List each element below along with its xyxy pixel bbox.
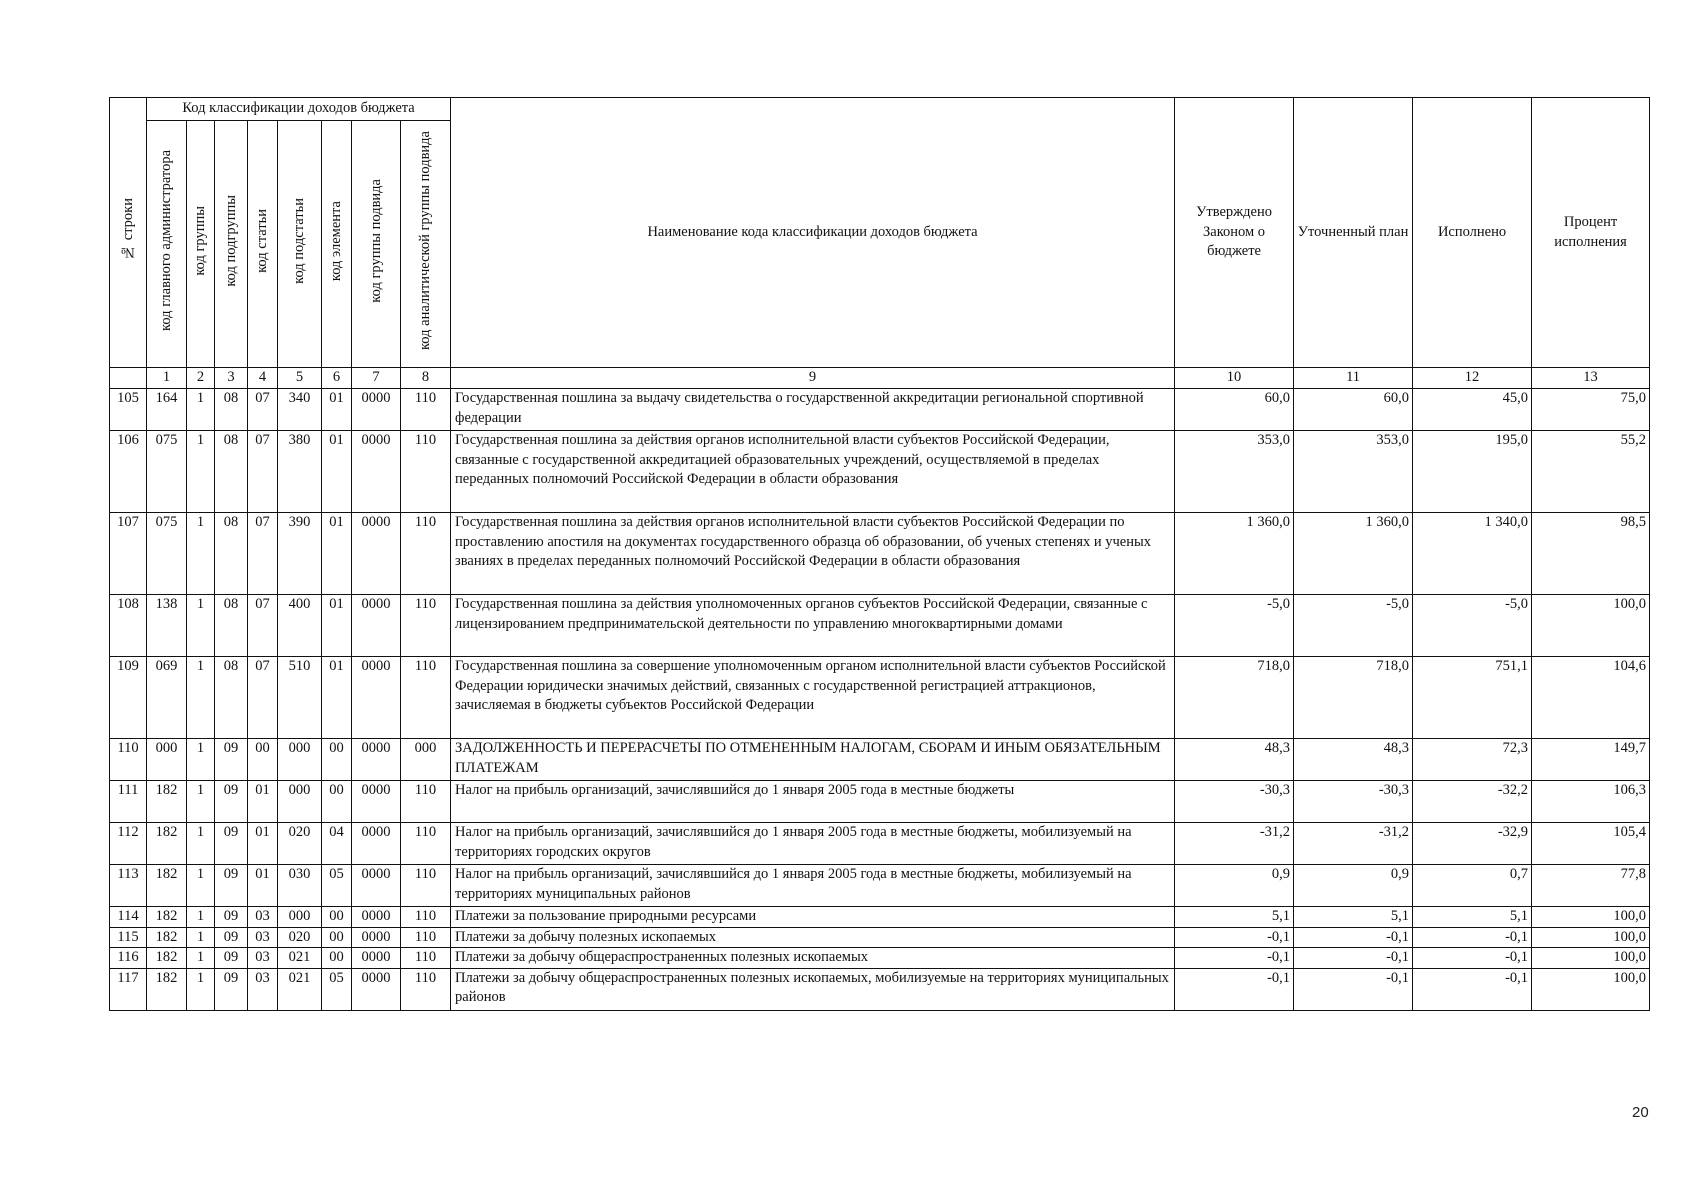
revenue-name: Налог на прибыль организаций, зачислявшийся до 1 января 2005 года в местные бюджеты: [451, 781, 1175, 823]
code-group: 1: [187, 781, 215, 823]
table-row: [110, 595, 1650, 657]
row-number: 107: [110, 513, 147, 595]
column-number: 4: [248, 368, 278, 389]
code-admin: 069: [147, 657, 187, 739]
code-article: 07: [248, 389, 278, 431]
header-row-number: № строки: [110, 98, 147, 368]
code-group: 1: [187, 389, 215, 431]
column-number: 7: [352, 368, 401, 389]
code-admin: 182: [147, 927, 187, 948]
code-subtype-group: 0000: [352, 657, 401, 739]
column-number: 6: [322, 368, 352, 389]
code-admin: 182: [147, 823, 187, 865]
code-subgroup: 09: [215, 823, 248, 865]
code-subgroup: 08: [215, 389, 248, 431]
code-analytic-group: 110: [401, 823, 451, 865]
code-group: 1: [187, 927, 215, 948]
row-number: 113: [110, 865, 147, 907]
executed-value: 195,0: [1413, 431, 1532, 513]
revenue-name: Налог на прибыль организаций, зачислявшийся до 1 января 2005 года в местные бюджеты, мобилизуемый на территориях городских округов: [451, 823, 1175, 865]
code-article: 07: [248, 595, 278, 657]
column-number: 12: [1413, 368, 1532, 389]
percent-value: 100,0: [1532, 948, 1650, 969]
code-article: 03: [248, 927, 278, 948]
executed-value: -32,2: [1413, 781, 1532, 823]
code-subtype-group: 0000: [352, 948, 401, 969]
code-element: 00: [322, 781, 352, 823]
code-subtype-group: 0000: [352, 907, 401, 928]
code-element: 01: [322, 513, 352, 595]
table-row: [110, 781, 1650, 823]
code-element: 01: [322, 431, 352, 513]
code-subtype-group: 0000: [352, 927, 401, 948]
row-number: 111: [110, 781, 147, 823]
header-code-group: Код классификации доходов бюджета: [147, 98, 451, 121]
code-admin: 075: [147, 431, 187, 513]
column-numbers-row: [110, 368, 1650, 389]
page-number: 20: [1632, 1104, 1649, 1121]
executed-value: 1 340,0: [1413, 513, 1532, 595]
code-group: 1: [187, 823, 215, 865]
percent-value: 100,0: [1532, 968, 1650, 1010]
approved-value: 48,3: [1175, 739, 1294, 781]
code-analytic-group: 110: [401, 968, 451, 1010]
executed-value: 45,0: [1413, 389, 1532, 431]
table-row: [110, 739, 1650, 781]
header-approved: Утверждено Законом о бюджете: [1175, 98, 1294, 368]
executed-value: -5,0: [1413, 595, 1532, 657]
code-subarticle: 000: [278, 781, 322, 823]
code-subtype-group: 0000: [352, 431, 401, 513]
approved-value: 718,0: [1175, 657, 1294, 739]
revenue-name: Государственная пошлина за выдачу свидетельства о государственной аккредитации региональной спортивной федерации: [451, 389, 1175, 431]
code-element: 05: [322, 968, 352, 1010]
code-analytic-group: 110: [401, 513, 451, 595]
code-subgroup: 09: [215, 907, 248, 928]
code-element: 00: [322, 739, 352, 781]
code-article: 01: [248, 865, 278, 907]
executed-value: 751,1: [1413, 657, 1532, 739]
column-number: 1: [147, 368, 187, 389]
header-code-subgroup: код подгруппы: [215, 121, 248, 368]
code-subgroup: 08: [215, 657, 248, 739]
column-number: 10: [1175, 368, 1294, 389]
table-row: [110, 907, 1650, 928]
table-header: [110, 98, 1650, 389]
refined-plan-value: 718,0: [1294, 657, 1413, 739]
refined-plan-value: 60,0: [1294, 389, 1413, 431]
code-subtype-group: 0000: [352, 389, 401, 431]
percent-value: 149,7: [1532, 739, 1650, 781]
header-percent: Процент исполнения: [1532, 98, 1650, 368]
code-subgroup: 09: [215, 927, 248, 948]
revenue-name: Платежи за добычу общераспространенных полезных ископаемых, мобилизуемые на территориях муниципальных районов: [451, 968, 1175, 1010]
code-subtype-group: 0000: [352, 739, 401, 781]
refined-plan-value: -0,1: [1294, 948, 1413, 969]
code-group: 1: [187, 657, 215, 739]
code-admin: 182: [147, 968, 187, 1010]
refined-plan-value: 48,3: [1294, 739, 1413, 781]
code-admin: 182: [147, 781, 187, 823]
code-subtype-group: 0000: [352, 781, 401, 823]
code-group: 1: [187, 739, 215, 781]
code-subgroup: 09: [215, 739, 248, 781]
percent-value: 105,4: [1532, 823, 1650, 865]
code-subgroup: 09: [215, 968, 248, 1010]
code-subgroup: 09: [215, 948, 248, 969]
column-number: 11: [1294, 368, 1413, 389]
code-subgroup: 09: [215, 865, 248, 907]
refined-plan-value: 1 360,0: [1294, 513, 1413, 595]
code-group: 1: [187, 595, 215, 657]
header-code-article: код статьи: [248, 121, 278, 368]
code-admin: 182: [147, 948, 187, 969]
row-number: 112: [110, 823, 147, 865]
header-code-analytic-group: код аналитической группы подвида: [401, 121, 451, 368]
revenue-name: Государственная пошлина за действия органов исполнительной власти субъектов Российской Федерации, связанные с государственной аккредитацией образовательных учреждений, осуществляемой в пределах переданных полномочий Российской Федерации в области образования: [451, 431, 1175, 513]
executed-value: -0,1: [1413, 968, 1532, 1010]
row-number: 108: [110, 595, 147, 657]
approved-value: -0,1: [1175, 968, 1294, 1010]
code-subarticle: 340: [278, 389, 322, 431]
code-group: 1: [187, 431, 215, 513]
header-code-subarticle: код подстатьи: [278, 121, 322, 368]
column-number: 2: [187, 368, 215, 389]
code-subarticle: 021: [278, 948, 322, 969]
code-analytic-group: 110: [401, 781, 451, 823]
approved-value: -5,0: [1175, 595, 1294, 657]
table-row: [110, 431, 1650, 513]
executed-value: 5,1: [1413, 907, 1532, 928]
header-code-group-col: код группы: [187, 121, 215, 368]
executed-value: 0,7: [1413, 865, 1532, 907]
code-article: 03: [248, 948, 278, 969]
code-subtype-group: 0000: [352, 595, 401, 657]
code-subtype-group: 0000: [352, 823, 401, 865]
refined-plan-value: 0,9: [1294, 865, 1413, 907]
executed-value: -0,1: [1413, 948, 1532, 969]
percent-value: 98,5: [1532, 513, 1650, 595]
code-analytic-group: 110: [401, 927, 451, 948]
refined-plan-value: -31,2: [1294, 823, 1413, 865]
percent-value: 100,0: [1532, 907, 1650, 928]
revenue-name: Государственная пошлина за совершение уполномоченным органом исполнительной власти субъектов Российской Федерации юридически значимых действий, связанных с государственной регистрацией аттракционов, зачисляемая в бюджеты субъектов Российской Федерации: [451, 657, 1175, 739]
refined-plan-value: -0,1: [1294, 968, 1413, 1010]
code-element: 01: [322, 657, 352, 739]
revenue-name: Платежи за добычу общераспространенных полезных ископаемых: [451, 948, 1175, 969]
code-analytic-group: 110: [401, 948, 451, 969]
code-group: 1: [187, 865, 215, 907]
row-number: 106: [110, 431, 147, 513]
column-number: 13: [1532, 368, 1650, 389]
code-admin: 164: [147, 389, 187, 431]
table-row: [110, 948, 1650, 969]
table-row: [110, 823, 1650, 865]
code-admin: 138: [147, 595, 187, 657]
code-analytic-group: 000: [401, 739, 451, 781]
table-row: [110, 927, 1650, 948]
code-subtype-group: 0000: [352, 513, 401, 595]
column-number: [110, 368, 147, 389]
code-element: 01: [322, 595, 352, 657]
code-subgroup: 08: [215, 513, 248, 595]
revenue-name: Налог на прибыль организаций, зачислявшийся до 1 января 2005 года в местные бюджеты, мобилизуемый на территориях муниципальных районов: [451, 865, 1175, 907]
code-subarticle: 380: [278, 431, 322, 513]
row-number: 115: [110, 927, 147, 948]
percent-value: 104,6: [1532, 657, 1650, 739]
percent-value: 77,8: [1532, 865, 1650, 907]
code-group: 1: [187, 513, 215, 595]
code-admin: 000: [147, 739, 187, 781]
row-number: 117: [110, 968, 147, 1010]
code-element: 00: [322, 948, 352, 969]
code-admin: 182: [147, 865, 187, 907]
code-subarticle: 000: [278, 907, 322, 928]
code-element: 00: [322, 907, 352, 928]
code-article: 07: [248, 657, 278, 739]
revenue-name: Платежи за пользование природными ресурсами: [451, 907, 1175, 928]
header-code-admin: код главного администратора: [147, 121, 187, 368]
header-name: Наименование кода классификации доходов бюджета: [451, 98, 1175, 368]
approved-value: 0,9: [1175, 865, 1294, 907]
code-group: 1: [187, 907, 215, 928]
code-subarticle: 400: [278, 595, 322, 657]
revenue-name: Государственная пошлина за действия органов исполнительной власти субъектов Российской Федерации по проставлению апостиля на документах государственного образца об образовании, об ученых степенях и ученых званиях в пределах переданных полномочий Российской Федерации в области образования: [451, 513, 1175, 595]
column-number: 8: [401, 368, 451, 389]
executed-value: -32,9: [1413, 823, 1532, 865]
code-subarticle: 020: [278, 823, 322, 865]
code-subgroup: 08: [215, 595, 248, 657]
percent-value: 100,0: [1532, 927, 1650, 948]
approved-value: 1 360,0: [1175, 513, 1294, 595]
row-number: 114: [110, 907, 147, 928]
code-subgroup: 08: [215, 431, 248, 513]
table-row: [110, 513, 1650, 595]
code-admin: 182: [147, 907, 187, 928]
table-row: [110, 865, 1650, 907]
code-subarticle: 021: [278, 968, 322, 1010]
code-group: 1: [187, 968, 215, 1010]
percent-value: 106,3: [1532, 781, 1650, 823]
code-analytic-group: 110: [401, 389, 451, 431]
row-number: 116: [110, 948, 147, 969]
header-refined-plan: Уточненный план: [1294, 98, 1413, 368]
approved-value: 353,0: [1175, 431, 1294, 513]
code-article: 07: [248, 513, 278, 595]
code-subtype-group: 0000: [352, 865, 401, 907]
code-subarticle: 510: [278, 657, 322, 739]
header-executed: Исполнено: [1413, 98, 1532, 368]
approved-value: -0,1: [1175, 927, 1294, 948]
code-subarticle: 030: [278, 865, 322, 907]
code-admin: 075: [147, 513, 187, 595]
approved-value: -0,1: [1175, 948, 1294, 969]
header-code-subtype-group: код группы подвида: [352, 121, 401, 368]
refined-plan-value: 5,1: [1294, 907, 1413, 928]
refined-plan-value: -5,0: [1294, 595, 1413, 657]
code-group: 1: [187, 948, 215, 969]
code-article: 00: [248, 739, 278, 781]
code-subarticle: 000: [278, 739, 322, 781]
code-article: 01: [248, 781, 278, 823]
approved-value: -31,2: [1175, 823, 1294, 865]
code-analytic-group: 110: [401, 595, 451, 657]
row-number: 109: [110, 657, 147, 739]
code-analytic-group: 110: [401, 431, 451, 513]
code-article: 03: [248, 907, 278, 928]
table-body: [110, 389, 1650, 1011]
refined-plan-value: -0,1: [1294, 927, 1413, 948]
percent-value: 75,0: [1532, 389, 1650, 431]
revenue-name: ЗАДОЛЖЕННОСТЬ И ПЕРЕРАСЧЕТЫ ПО ОТМЕНЕННЫМ НАЛОГАМ, СБОРАМ И ИНЫМ ОБЯЗАТЕЛЬНЫМ ПЛАТЕЖАМ: [451, 739, 1175, 781]
approved-value: -30,3: [1175, 781, 1294, 823]
code-element: 05: [322, 865, 352, 907]
code-element: 00: [322, 927, 352, 948]
row-number: 110: [110, 739, 147, 781]
code-subarticle: 390: [278, 513, 322, 595]
revenue-name: Платежи за добычу полезных ископаемых: [451, 927, 1175, 948]
refined-plan-value: -30,3: [1294, 781, 1413, 823]
code-element: 04: [322, 823, 352, 865]
table-row: [110, 389, 1650, 431]
column-number: 3: [215, 368, 248, 389]
code-article: 01: [248, 823, 278, 865]
code-analytic-group: 110: [401, 907, 451, 928]
column-number: 9: [451, 368, 1175, 389]
row-number: 105: [110, 389, 147, 431]
revenue-name: Государственная пошлина за действия уполномоченных органов субъектов Российской Федерации, связанные с лицензированием предпринимательской деятельности по управлению многоквартирными домами: [451, 595, 1175, 657]
column-number: 5: [278, 368, 322, 389]
code-subgroup: 09: [215, 781, 248, 823]
percent-value: 100,0: [1532, 595, 1650, 657]
refined-plan-value: 353,0: [1294, 431, 1413, 513]
header-code-element: код элемента: [322, 121, 352, 368]
code-subarticle: 020: [278, 927, 322, 948]
approved-value: 5,1: [1175, 907, 1294, 928]
code-analytic-group: 110: [401, 865, 451, 907]
code-element: 01: [322, 389, 352, 431]
code-article: 07: [248, 431, 278, 513]
approved-value: 60,0: [1175, 389, 1294, 431]
budget-revenue-table: [109, 97, 1650, 1011]
executed-value: -0,1: [1413, 927, 1532, 948]
table-row: [110, 968, 1650, 1010]
executed-value: 72,3: [1413, 739, 1532, 781]
percent-value: 55,2: [1532, 431, 1650, 513]
code-subtype-group: 0000: [352, 968, 401, 1010]
code-article: 03: [248, 968, 278, 1010]
code-analytic-group: 110: [401, 657, 451, 739]
table-row: [110, 657, 1650, 739]
